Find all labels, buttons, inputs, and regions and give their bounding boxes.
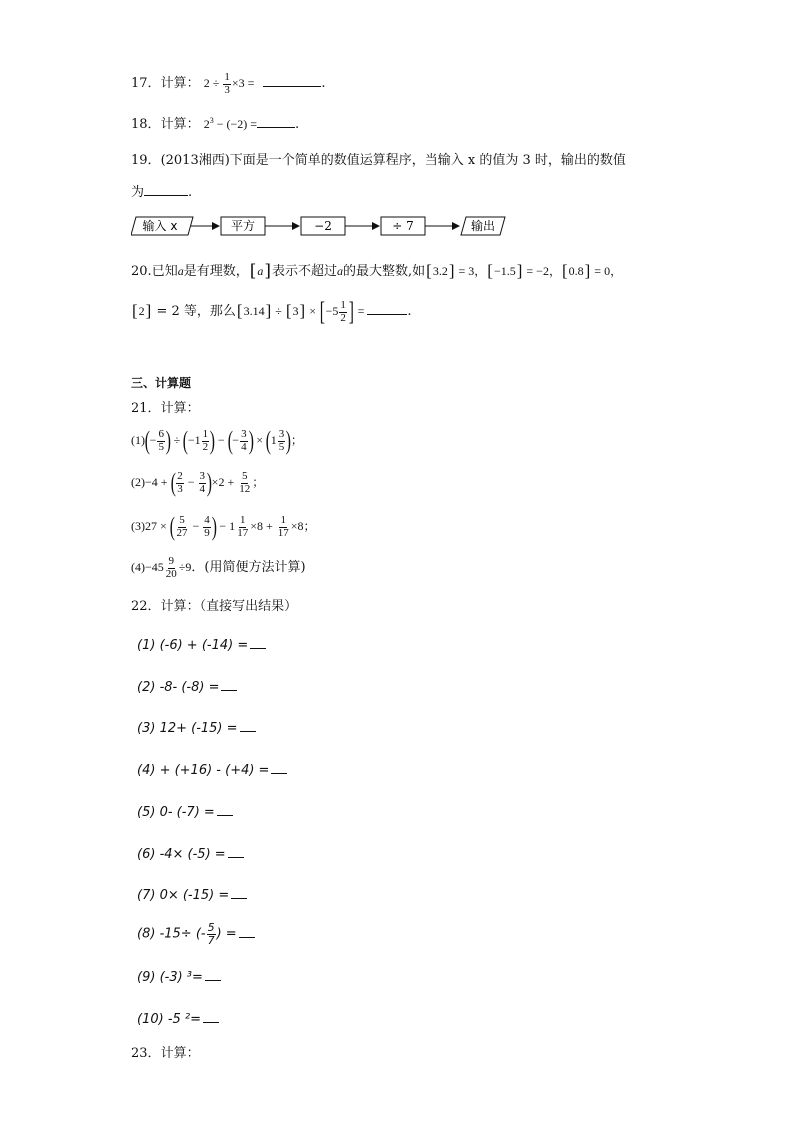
question-number: 21 — [131, 401, 148, 416]
q22-item: (6) -4× (-5) = — [137, 846, 244, 861]
q22-item: (5) 0- (-7) = — [137, 804, 233, 819]
q21-part-1: (1)(− $\frac{6}{5}$ ) ÷ (−1 $\frac{1}{2}$ ) − (− $\frac{3}{4}$ ) × (1 $\frac{3}{5}$ )； — [131, 426, 303, 455]
question-label: 计算： — [160, 401, 200, 416]
expression: $2^3 - (-2)$ = — [203, 116, 258, 131]
question-label: 计算： — [160, 1046, 200, 1061]
question-17: 17．计算： 2 ÷ $\frac{1}{3}$ ×3 = . — [131, 71, 326, 96]
question-19: 19．(2013湘西)下面是一个简单的数值运算程序，当输入 x 的值为 3 时，输出的数值 — [131, 153, 626, 168]
expression: 2 ÷ $\frac{1}{3}$ ×3 = — [203, 71, 258, 96]
question-22: 22．计算：（直接写出结果） — [131, 599, 298, 614]
q22-item: (1) (-6) + (-14) = — [137, 637, 266, 652]
question-label: 计算： — [160, 117, 200, 132]
square-label: 平方 — [230, 219, 256, 233]
question-21: 21．计算： — [131, 401, 200, 416]
question-label: 计算： — [160, 75, 200, 91]
q22-item: (2) -8- (-8) = — [137, 679, 237, 694]
question-number: 18 — [131, 117, 148, 132]
fraction: $\frac{1}{3}$ — [224, 71, 230, 96]
q22-item: (3) 12+ (-15) = — [137, 720, 256, 735]
question-number: 22 — [131, 599, 148, 614]
q21-part-2: (2)−4 + ( $\frac{2}{3}$ − $\frac{3}{4}$ )×2 + $\frac{5}{12}$ ； — [131, 468, 265, 497]
answer-blank — [367, 303, 407, 315]
question-18: 18．计算： $2^3 - (-2)$ = . — [131, 116, 300, 132]
question-number: 17 — [131, 75, 148, 91]
q21-part-4: (4)−45 $\frac{9}{20}$ ÷9．(用简便方法计算) — [131, 555, 306, 580]
flowchart — [131, 213, 511, 239]
q22-item: (10) -5 ²= — [137, 1011, 219, 1026]
answer-blank — [263, 75, 321, 87]
divide-seven-label: ÷ 7 — [392, 219, 414, 233]
q22-item: (8) -15÷ (- $\frac{5}{7}$ ) = — [137, 922, 255, 946]
question-19-continued: 为 . — [131, 185, 193, 200]
minus-two-label: −2 — [314, 219, 332, 233]
question-number: 20 — [131, 264, 148, 279]
answer-blank — [144, 184, 188, 196]
q22-item: (4) + (+16) - (+4) = — [137, 762, 287, 777]
q21-part-3: (3)27 × ( $\frac{5}{27}$ − $\frac{4}{9}$ ) − 1 $\frac{1}{17}$ ×8 + $\frac{1}{17}$ ×8； — [131, 512, 316, 541]
question-number: 23 — [131, 1046, 148, 1061]
section-title: 三、计算题 — [131, 376, 192, 390]
question-20: 20.已知a是有理数，[a]表示不超过a的最大整数,如[3.2] = 3，[−1.5] = −2，[0.8] = 0， — [131, 261, 623, 281]
q22-item: (7) 0× (-15) = — [137, 887, 247, 902]
question-number: 19 — [131, 153, 148, 168]
question-20-continued: [2] = 2 等，那么[3.14] ÷ [3] × [−5 $\frac{1}{2}$ ] = . — [132, 297, 412, 326]
question-label: 计算：（直接写出结果） — [160, 599, 298, 614]
answer-blank — [257, 116, 295, 128]
question-text: (2013湘西)下面是一个简单的数值运算程序，当输入 x 的值为 3 时，输出的数值 — [160, 153, 626, 168]
q22-item: (9) (-3) ³= — [137, 969, 221, 984]
input-label: 输入 x — [142, 219, 178, 233]
question-23: 23．计算： — [131, 1046, 200, 1061]
output-label: 输出 — [470, 219, 496, 233]
